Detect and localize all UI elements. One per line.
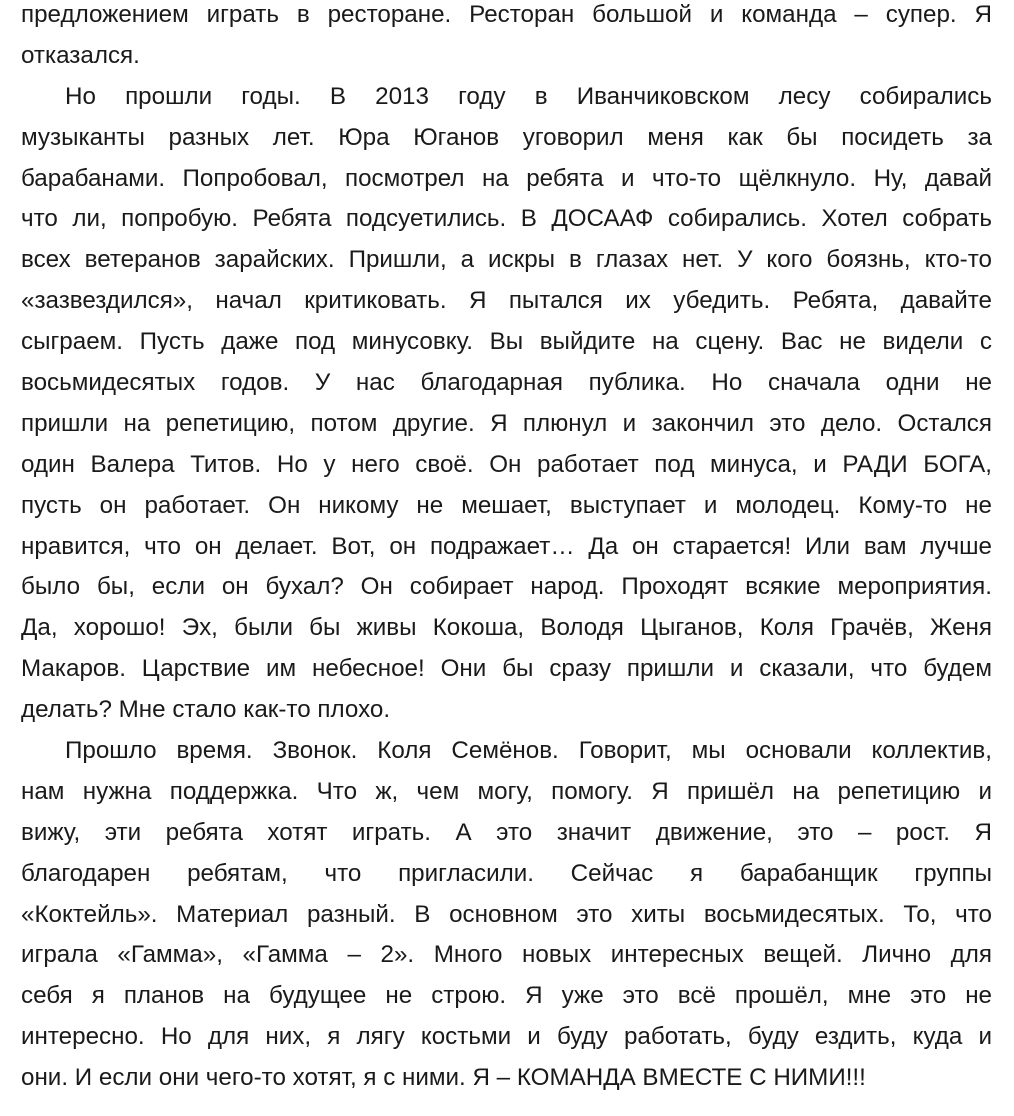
text-line: себя я планов на будущее не строю. Я уже это всё прошёл, мне это не xyxy=(21,982,992,1010)
text-line: пусть он работает. Он никому не мешает, выступает и молодец. Кому-то не xyxy=(21,491,992,519)
text-line: отказался. xyxy=(21,41,140,69)
text-line: Но прошли годы. В 2013 году в Иванчиковском лесу собирались xyxy=(65,82,992,110)
text-line: «Коктейль». Материал разный. В основном это хиты восьмидесятых. То, что xyxy=(21,900,992,928)
text-line: нам нужна поддержка. Что ж, чем могу, помогу. Я пришёл на репетицию и xyxy=(21,777,992,805)
text-line: барабанами. Попробовал, посмотрел на ребята и что-то щёлкнуло. Ну, давай xyxy=(21,164,992,192)
text-line: благодарен ребятам, что пригласили. Сейчас я барабанщик группы xyxy=(21,859,992,887)
text-line: Макаров. Царствие им небесное! Они бы сразу пришли и сказали, что будем xyxy=(21,655,992,683)
text-line: вижу, эти ребята хотят играть. А это значит движение, это – рост. Я xyxy=(21,818,992,846)
text-line: нравится, что он делает. Вот, он подражает… Да он старается! Или вам лучше xyxy=(21,532,992,560)
text-line: «зазвездился», начал критиковать. Я пытался их убедить. Ребята, давайте xyxy=(21,287,992,315)
text-line: Прошло время. Звонок. Коля Семёнов. Говорит, мы основали коллектив, xyxy=(65,737,992,765)
text-line: Да, хорошо! Эх, были бы живы Кокоша, Володя Цыганов, Коля Грачёв, Женя xyxy=(21,614,992,642)
document-body xyxy=(21,0,992,1099)
text-line: один Валера Титов. Но у него своё. Он работает под минуса, и РАДИ БОГА, xyxy=(21,450,992,478)
text-line: они. И если они чего-то хотят, я с ними. Я – КОМАНДА ВМЕСТЕ С НИМИ!!! xyxy=(21,1064,866,1092)
text-line: музыканты разных лет. Юра Юганов уговорил меня как бы посидеть за xyxy=(21,123,992,151)
text-line: играла «Гамма», «Гамма – 2». Много новых интересных вещей. Лично для xyxy=(21,941,992,969)
text-line: сыграем. Пусть даже под минусовку. Вы выйдите на сцену. Вас не видели с xyxy=(21,328,992,356)
text-line: делать? Мне стало как-то плохо. xyxy=(21,696,391,724)
text-line: восьмидесятых годов. У нас благодарная публика. Но сначала одни не xyxy=(21,369,992,397)
text-line: интересно. Но для них, я лягу костьми и буду работать, буду ездить, куда и xyxy=(21,1023,992,1051)
text-line: всех ветеранов зарайских. Пришли, а искры в глазах нет. У кого боязнь, кто-то xyxy=(21,246,992,274)
text-line: что ли, попробую. Ребята подсуетились. В ДОСААФ собирались. Хотел собрать xyxy=(21,205,992,233)
text-line: пришли на репетицию, потом другие. Я плюнул и закончил это дело. Остался xyxy=(21,409,992,437)
text-line: было бы, если он бухал? Он собирает народ. Проходят всякие мероприятия. xyxy=(21,573,992,601)
text-line: предложением играть в ресторане. Ресторан большой и команда – супер. Я xyxy=(21,1,992,28)
